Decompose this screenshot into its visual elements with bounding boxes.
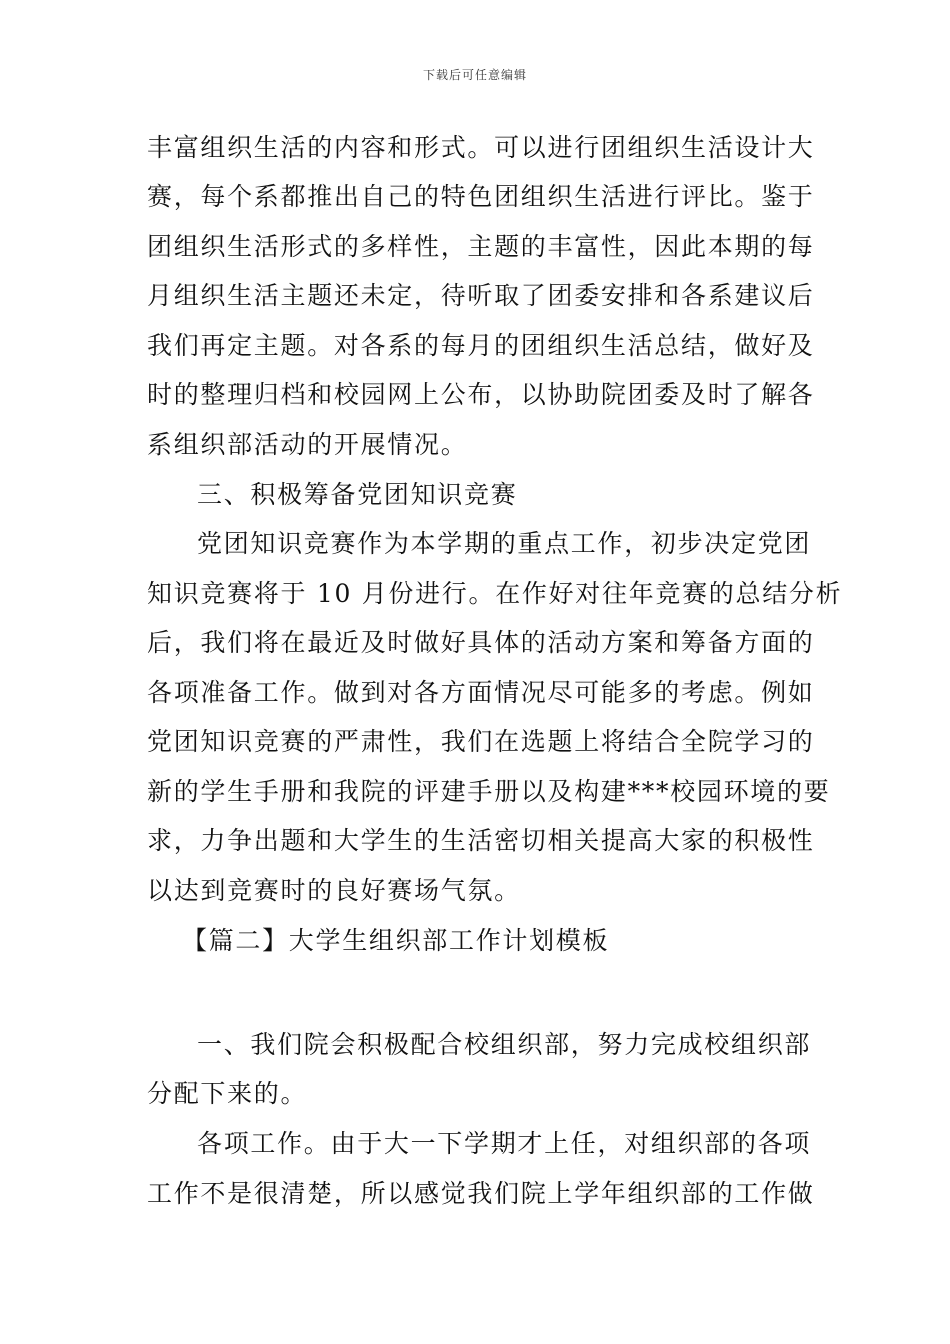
body-line: 一、我们院会积极配合校组织部，努力完成校组织部 [197, 1030, 812, 1059]
page-header: 下载后可任意编辑 [422, 68, 527, 82]
article-title: 【篇二】大学生组织部工作计划模板 [182, 926, 610, 955]
body-line: 工作不是很清楚，所以感觉我们院上学年组织部的工作做 [147, 1179, 815, 1208]
body-line: 以达到竞赛时的良好赛场气氛。 [147, 876, 521, 905]
body-line: 求，力争出题和大学生的生活密切相关提高大家的积极性 [147, 826, 815, 855]
body-line: 知识竞赛将于 10 月份进行。在作好对往年竞赛的总结分析 [147, 579, 843, 608]
body-line: 赛，每个系都推出自己的特色团组织生活进行评比。鉴于 [147, 182, 815, 211]
body-line: 分配下来的。 [147, 1079, 308, 1108]
body-line: 丰富组织生活的内容和形式。可以进行团组织生活设计大 [147, 133, 815, 162]
body-line: 我们再定主题。对各系的每月的团组织生活总结，做好及 [147, 331, 815, 360]
body-line: 党团知识竞赛的严肃性，我们在选题上将结合全院学习的 [147, 727, 815, 756]
body-line: 系组织部活动的开展情况。 [147, 430, 468, 459]
body-line: 后，我们将在最近及时做好具体的活动方案和筹备方面的 [147, 628, 815, 657]
body-line: 各项工作。由于大一下学期才上任，对组织部的各项 [197, 1129, 812, 1158]
body-line: 新的学生手册和我院的评建手册以及构建***校园环境的要 [147, 777, 831, 806]
body-line: 团组织生活形式的多样性，主题的丰富性，因此本期的每 [147, 232, 815, 261]
body-line: 各项准备工作。做到对各方面情况尽可能多的考虑。例如 [147, 678, 815, 707]
section-heading: 三、积极筹备党团知识竞赛 [197, 480, 518, 509]
body-line: 月组织生活主题还未定，待听取了团委安排和各系建议后 [147, 281, 815, 310]
body-line: 党团知识竞赛作为本学期的重点工作，初步决定党团 [197, 529, 812, 558]
body-line: 时的整理归档和校园网上公布，以协助院团委及时了解各 [147, 380, 815, 409]
